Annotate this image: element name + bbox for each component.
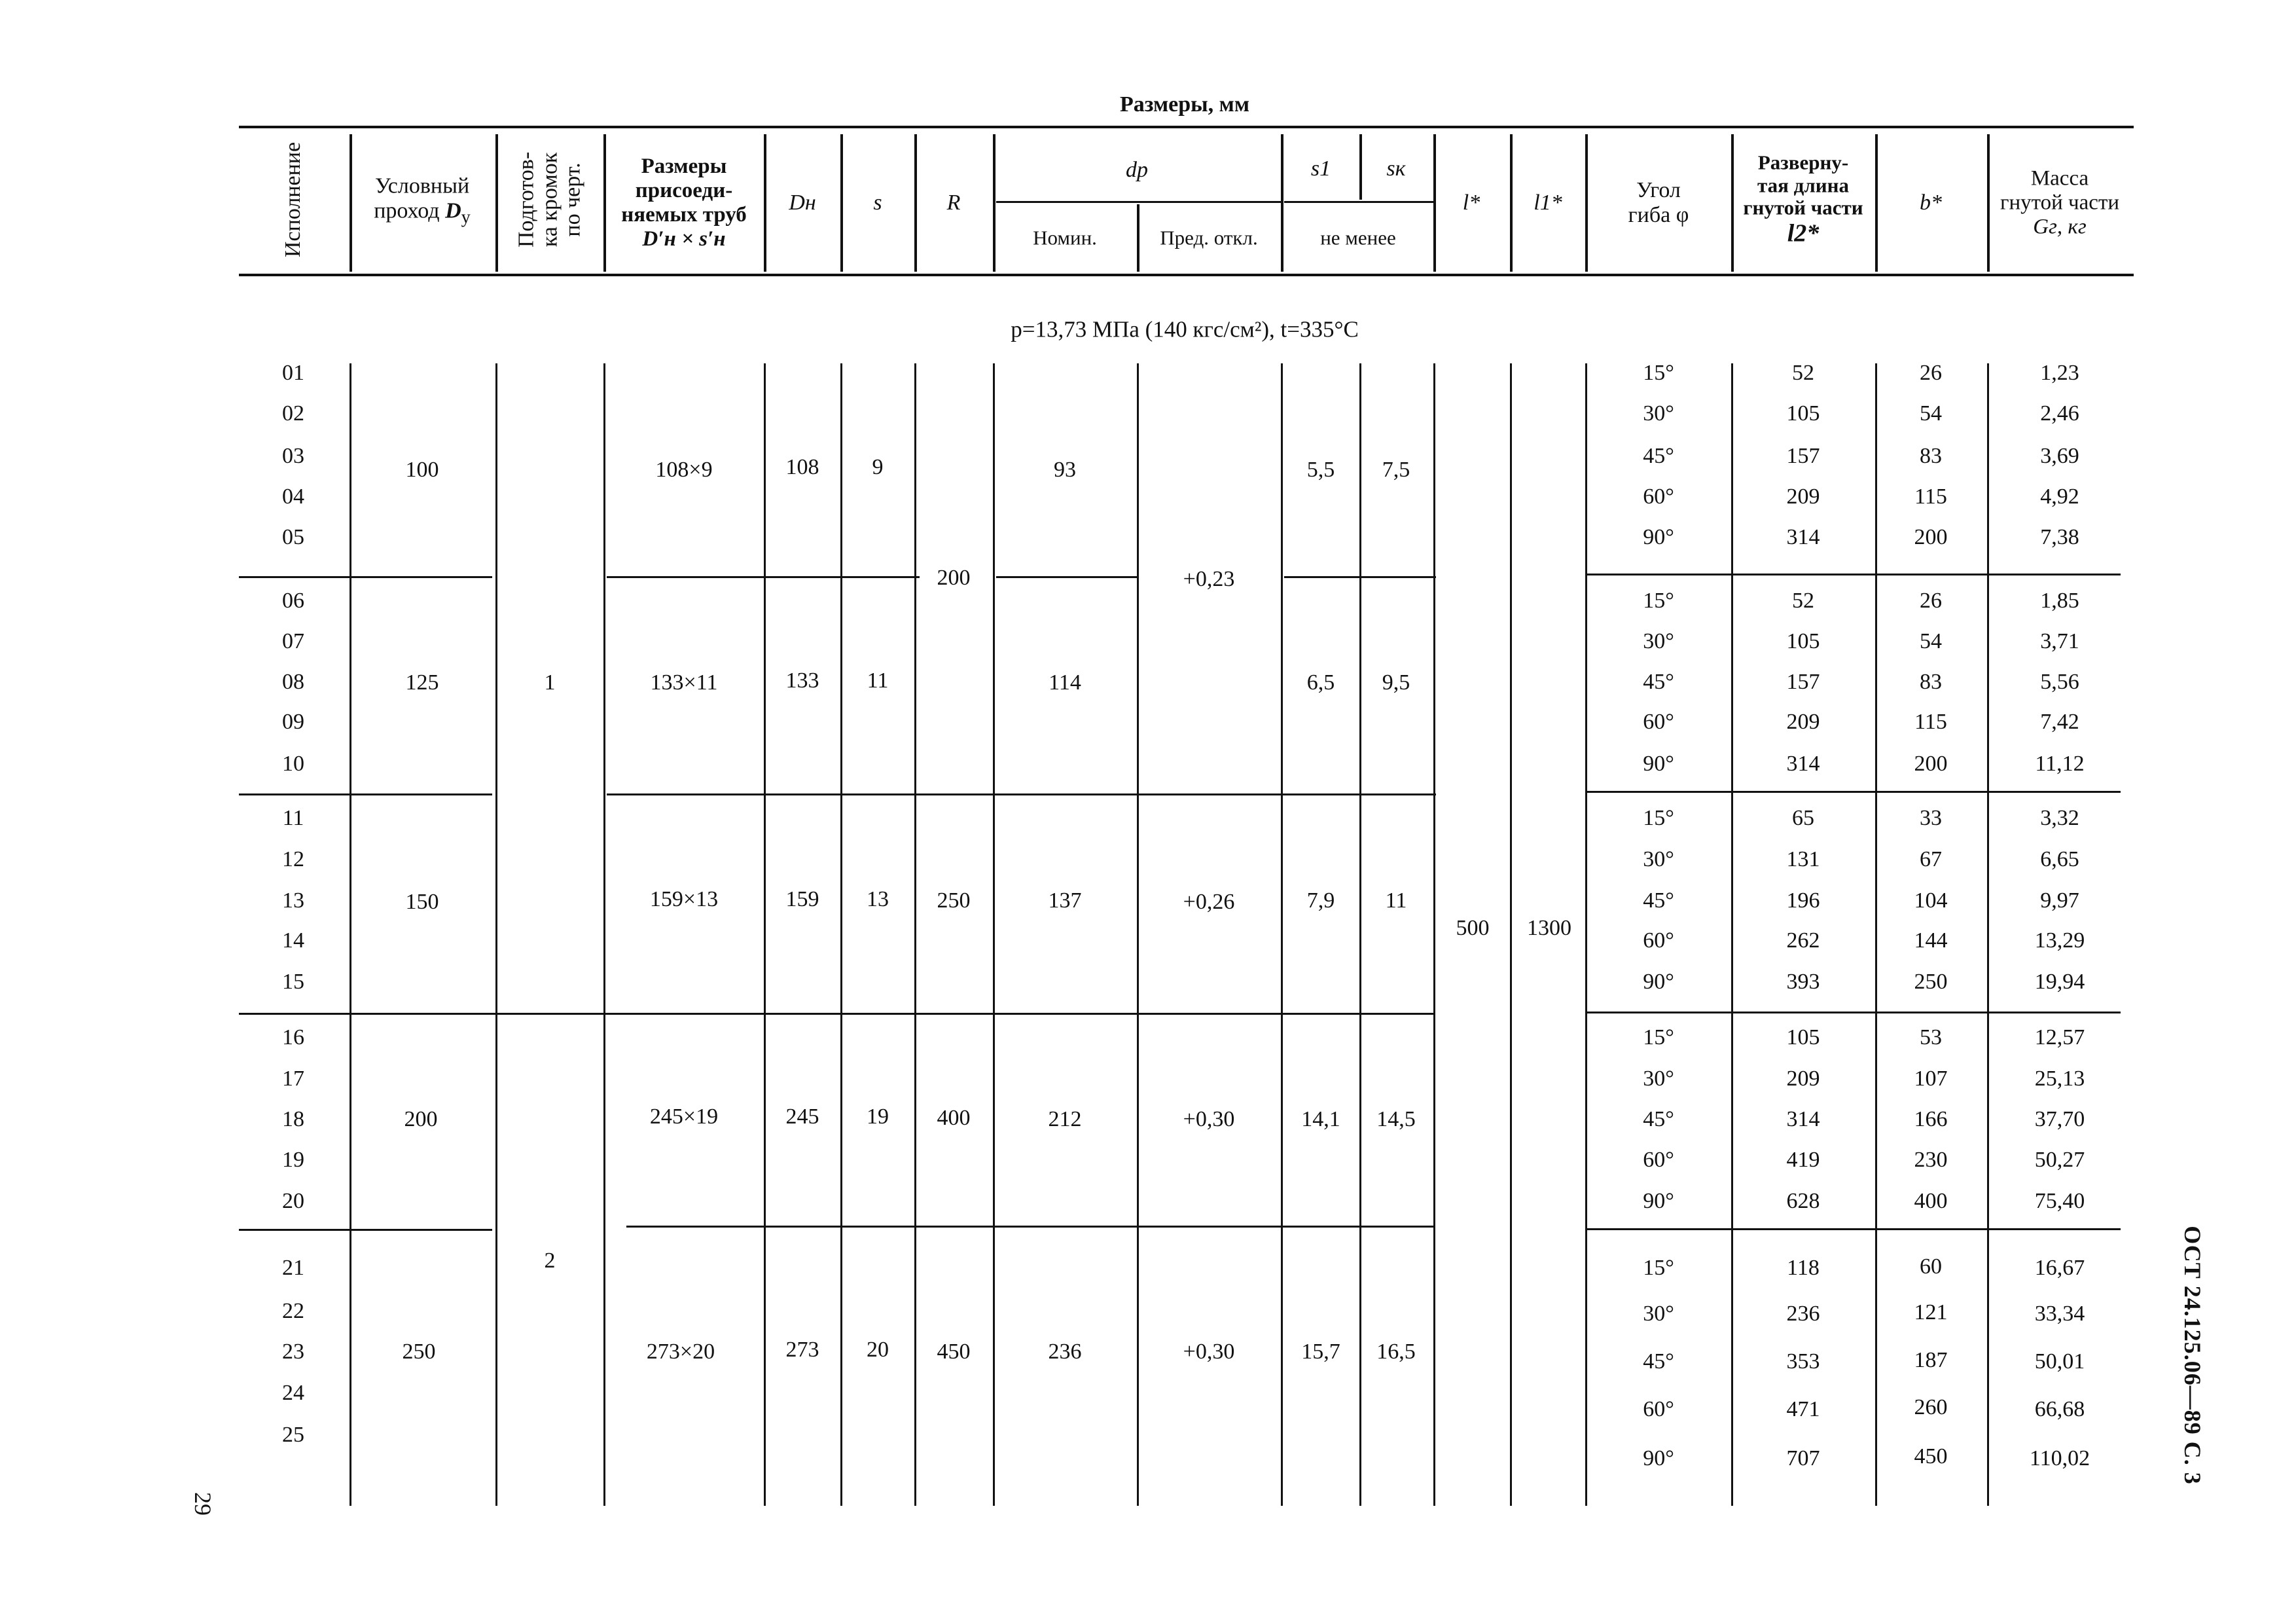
cell-mass: 66,68 (2034, 1397, 2085, 1421)
cell-l2: 105 (1786, 629, 1820, 653)
group-separator (1587, 791, 2121, 793)
header-podgotovka: Подготов- ка кромок по черт. (514, 151, 585, 248)
cell-angle: 30° (1643, 401, 1674, 426)
header-dp: dр (1126, 158, 1148, 182)
s1sk-sub-rule (1284, 201, 1433, 203)
cell-mass: 7,42 (2040, 710, 2079, 734)
cell-l2: 419 (1786, 1148, 1820, 1172)
cell-s: 13 (867, 887, 889, 911)
cell-R: 450 (937, 1340, 971, 1364)
body-divider (495, 363, 497, 1506)
cell-angle: 15° (1643, 1025, 1674, 1049)
cell-mass: 11,12 (2035, 752, 2085, 776)
cell-l2: 353 (1786, 1349, 1820, 1374)
cell-l2: 314 (1786, 1107, 1820, 1131)
cell-mass: 37,70 (2034, 1107, 2085, 1131)
cell-angle: 60° (1643, 1397, 1674, 1421)
cell-dn: 133 (785, 668, 819, 693)
group-separator (1587, 1012, 2121, 1013)
cell-ispolnenie: 09 (282, 710, 304, 734)
header-ugol-giba: Угол гиба φ (1628, 177, 1689, 227)
header-l: l* (1462, 191, 1480, 215)
body-divider (1433, 363, 1435, 1506)
cell-angle: 90° (1643, 1189, 1674, 1213)
cell-ispolnenie: 22 (282, 1299, 304, 1323)
cell-s1: 15,7 (1301, 1340, 1340, 1364)
body-divider (993, 363, 995, 1506)
cell-dn: 108 (785, 455, 819, 479)
cell-b: 200 (1914, 525, 1948, 549)
cell-pipe-size: 133×11 (650, 670, 718, 695)
dp-sub-rule (996, 201, 1281, 203)
header-uslovny-prohod: Условный проход $D_у$ (374, 173, 471, 228)
cell-dp-pred: +0,26 (1183, 890, 1235, 914)
cell-angle: 15° (1643, 1256, 1674, 1280)
header-s: s (873, 191, 882, 215)
cell-angle: 60° (1643, 710, 1674, 734)
cell-mass: 16,67 (2034, 1256, 2085, 1280)
cell-b: 187 (1914, 1348, 1948, 1372)
header-massa: Масса гнутой части Gг, кг (2000, 166, 2120, 239)
cell-b: 54 (1920, 401, 1942, 426)
cell-s1: 6,5 (1306, 670, 1335, 695)
header-dn: Dн (789, 191, 816, 215)
cell-pipe-size: 245×19 (649, 1104, 719, 1129)
body-divider (1585, 363, 1587, 1506)
header-R: R (946, 191, 961, 215)
cell-angle: 30° (1643, 629, 1674, 653)
cell-ispolnenie: 17 (282, 1067, 304, 1091)
header-razmery-truba: Размеры присоеди- няемых труб D′н × s′н (621, 155, 747, 251)
group-separator (626, 1226, 1435, 1228)
cell-ispolnenie: 19 (282, 1148, 304, 1172)
header-ispolnenie: Исполнение (280, 141, 305, 258)
cell-b: 54 (1920, 629, 1942, 653)
group-separator (239, 1013, 1435, 1015)
cell-ispolnenie: 24 (282, 1381, 304, 1405)
cell-ispolnenie: 16 (282, 1025, 304, 1049)
hdr-divider (1359, 134, 1362, 200)
cell-mass: 4,92 (2040, 484, 2079, 509)
cell-b: 450 (1914, 1444, 1948, 1468)
header-ne-menee: не менее (1320, 226, 1396, 249)
cell-l2: 471 (1786, 1397, 1820, 1421)
cell-b: 166 (1914, 1107, 1948, 1131)
document-code: ОСТ 24.125.06—89 С. 3 (2179, 1226, 2206, 1485)
hdr-divider (1433, 134, 1436, 272)
cell-ispolnenie: 18 (282, 1107, 304, 1131)
hdr-divider (350, 134, 352, 272)
cell-l2: 236 (1786, 1302, 1820, 1326)
cell-mass: 25,13 (2034, 1067, 2085, 1091)
cell-l2: 157 (1786, 670, 1820, 694)
cell-angle: 90° (1643, 525, 1674, 549)
page-number: 29 (190, 1492, 216, 1516)
cell-b: 104 (1914, 888, 1948, 913)
cell-ispolnenie: 07 (282, 629, 304, 653)
cell-mass: 3,71 (2040, 629, 2079, 653)
body-divider (350, 363, 351, 1506)
cell-angle: 90° (1643, 1446, 1674, 1470)
cell-l2: 314 (1786, 752, 1820, 776)
cell-b: 33 (1920, 806, 1942, 830)
cell-angle: 15° (1643, 589, 1674, 613)
cell-b: 260 (1914, 1395, 1948, 1419)
cell-dp-nomin: 212 (1048, 1107, 1082, 1131)
cell-pipe-size: 273×20 (646, 1340, 715, 1364)
cell-angle: 15° (1643, 361, 1674, 385)
cell-l2: 209 (1786, 1067, 1820, 1091)
cell-l2: 105 (1786, 401, 1820, 426)
cell-dp-nomin: 93 (1054, 458, 1076, 482)
cell-angle: 45° (1643, 670, 1674, 694)
header-dp-pred: Пред. откл. (1160, 226, 1258, 249)
cell-podgotovka: 2 (544, 1249, 556, 1273)
cell-b: 144 (1914, 928, 1948, 953)
cell-s1: 7,9 (1306, 888, 1335, 913)
cell-ispolnenie: 23 (282, 1340, 304, 1364)
cell-ispolnenie: 05 (282, 525, 304, 549)
cell-s1: 14,1 (1301, 1107, 1340, 1131)
cell-sk: 11 (1385, 888, 1407, 913)
cell-dn: 245 (785, 1104, 819, 1129)
cell-l2: 105 (1786, 1025, 1820, 1049)
body-divider (1987, 363, 1989, 1506)
cell-l2: 196 (1786, 888, 1820, 913)
cell-l2: 131 (1786, 847, 1820, 871)
group-separator (239, 793, 492, 795)
cell-mass: 3,32 (2040, 806, 2079, 830)
group-separator (239, 576, 492, 578)
cell-angle: 90° (1643, 752, 1674, 776)
cell-dp-nomin: 137 (1048, 888, 1082, 913)
cell-b: 121 (1914, 1300, 1948, 1324)
cell-l1: 1300 (1527, 916, 1571, 940)
body-divider (840, 363, 842, 1506)
group-separator (1587, 574, 2121, 575)
hdr-divider (1137, 204, 1139, 272)
cell-dp-nomin: 236 (1048, 1340, 1082, 1364)
body-divider (1510, 363, 1512, 1506)
header-razv-dlina: Разверну- тая длина гнутой части l2* (1743, 151, 1863, 247)
cell-uslovny-prohod: 100 (405, 458, 439, 482)
group-separator (1587, 1228, 2121, 1230)
cell-uslovny-prohod: 125 (405, 670, 439, 695)
cell-ispolnenie: 06 (282, 589, 304, 613)
cell-angle: 90° (1643, 970, 1674, 994)
cell-l2: 314 (1786, 525, 1820, 549)
group-separator (239, 1229, 492, 1231)
cell-l2: 209 (1786, 484, 1820, 509)
cell-s: 11 (867, 668, 889, 693)
cell-mass: 12,57 (2034, 1025, 2085, 1049)
cell-ispolnenie: 03 (282, 444, 304, 468)
body-divider (1359, 363, 1361, 1506)
cell-angle: 45° (1643, 1107, 1674, 1131)
cell-pipe-size: 108×9 (655, 458, 713, 482)
hdr-divider (764, 134, 766, 272)
cell-l2: 52 (1792, 361, 1814, 385)
group-separator (996, 576, 1139, 578)
cell-ispolnenie: 12 (282, 847, 304, 871)
cell-l2: 628 (1786, 1189, 1820, 1213)
cell-ispolnenie: 20 (282, 1189, 304, 1213)
cell-b: 250 (1914, 970, 1948, 994)
cell-l2: 65 (1792, 806, 1814, 830)
cell-R: 250 (937, 888, 971, 913)
hdr-divider (1510, 134, 1513, 272)
cell-mass: 5,56 (2040, 670, 2079, 694)
body-divider (1731, 363, 1733, 1506)
cell-R: 400 (937, 1106, 971, 1130)
hdr-divider (993, 134, 996, 272)
cell-podgotovka: 1 (544, 670, 556, 695)
cell-b: 83 (1920, 444, 1942, 468)
cell-angle: 45° (1643, 444, 1674, 468)
cell-mass: 110,02 (2029, 1446, 2090, 1470)
table-top-rule (239, 126, 2134, 128)
body-divider (1137, 363, 1139, 1506)
cell-mass: 19,94 (2034, 970, 2085, 994)
hdr-divider (1987, 134, 1990, 272)
body-divider (1281, 363, 1283, 1506)
cell-ispolnenie: 11 (282, 806, 304, 830)
cell-b: 115 (1914, 484, 1947, 509)
hdr-divider (1731, 134, 1734, 272)
cell-R: 200 (937, 566, 971, 590)
cell-b: 53 (1920, 1025, 1942, 1049)
body-divider (764, 363, 766, 1506)
cell-mass: 13,29 (2034, 928, 2085, 953)
cell-b: 230 (1914, 1148, 1948, 1172)
cell-dn: 159 (785, 887, 819, 911)
page-title: Размеры, мм (1120, 92, 1249, 117)
group-separator (607, 793, 1436, 795)
cell-ispolnenie: 02 (282, 401, 304, 426)
cell-angle: 45° (1643, 1349, 1674, 1374)
cell-angle: 30° (1643, 847, 1674, 871)
hdr-divider (603, 134, 606, 272)
cell-dp-nomin: 114 (1049, 670, 1081, 695)
hdr-divider (1281, 134, 1283, 272)
cell-l2: 262 (1786, 928, 1820, 953)
header-sk: sк (1386, 156, 1406, 181)
cell-mass: 6,65 (2040, 847, 2079, 871)
cell-mass: 50,01 (2034, 1349, 2085, 1374)
cell-b: 200 (1914, 752, 1948, 776)
cell-l2: 393 (1786, 970, 1820, 994)
cell-sk: 9,5 (1382, 670, 1410, 695)
cell-ispolnenie: 04 (282, 484, 304, 509)
hdr-divider (495, 134, 498, 272)
cell-b: 83 (1920, 670, 1942, 694)
cell-l2: 707 (1786, 1446, 1820, 1470)
cell-b: 115 (1914, 710, 1947, 734)
cell-angle: 15° (1643, 806, 1674, 830)
cell-l2: 118 (1787, 1256, 1820, 1280)
body-divider (603, 363, 605, 1506)
cell-angle: 60° (1643, 484, 1674, 509)
cell-dp-pred: +0,23 (1183, 567, 1235, 591)
cell-dn: 273 (785, 1338, 819, 1362)
cell-uslovny-prohod: 250 (402, 1340, 436, 1364)
table-header-bottom-rule (239, 274, 2134, 276)
cell-ispolnenie: 01 (282, 361, 304, 385)
cell-b: 67 (1920, 847, 1942, 871)
cell-mass: 50,27 (2034, 1148, 2085, 1172)
cell-ispolnenie: 08 (282, 670, 304, 694)
cell-angle: 45° (1643, 888, 1674, 913)
hdr-divider (840, 134, 843, 272)
cell-b: 26 (1920, 589, 1942, 613)
hdr-divider (1585, 134, 1588, 272)
cell-b: 400 (1914, 1189, 1948, 1213)
cell-s: 9 (872, 455, 884, 479)
cell-b: 107 (1914, 1067, 1948, 1091)
group-separator (607, 576, 920, 578)
cell-angle: 30° (1643, 1067, 1674, 1091)
cell-dp-pred: +0,30 (1183, 1107, 1235, 1131)
pressure-condition: p=13,73 МПа (140 кгс/см²), t=335°С (1011, 316, 1359, 342)
cell-dp-pred: +0,30 (1183, 1340, 1235, 1364)
cell-l: 500 (1456, 916, 1490, 940)
cell-pipe-size: 159×13 (649, 887, 719, 911)
cell-l2: 157 (1786, 444, 1820, 468)
cell-sk: 16,5 (1376, 1340, 1416, 1364)
cell-s: 20 (867, 1338, 889, 1362)
header-l1: l1* (1534, 191, 1562, 215)
cell-s1: 5,5 (1306, 458, 1335, 482)
cell-mass: 1,23 (2040, 361, 2079, 385)
cell-ispolnenie: 14 (282, 928, 304, 953)
cell-mass: 2,46 (2040, 401, 2079, 426)
cell-uslovny-prohod: 200 (404, 1107, 438, 1131)
header-b: b* (1920, 191, 1942, 215)
body-divider (1875, 363, 1877, 1506)
cell-uslovny-prohod: 150 (405, 890, 439, 914)
header-dp-nomin: Номин. (1033, 226, 1097, 249)
body-divider (914, 363, 916, 1506)
cell-b: 26 (1920, 361, 1942, 385)
cell-mass: 1,85 (2040, 589, 2079, 613)
cell-mass: 3,69 (2040, 444, 2079, 468)
cell-mass: 9,97 (2040, 888, 2079, 913)
cell-mass: 7,38 (2040, 525, 2079, 549)
cell-ispolnenie: 21 (282, 1256, 304, 1280)
cell-ispolnenie: 13 (282, 888, 304, 913)
cell-s: 19 (867, 1104, 889, 1129)
cell-l2: 209 (1786, 710, 1820, 734)
hdr-divider (914, 134, 917, 272)
header-s1: s1 (1310, 156, 1331, 181)
cell-angle: 60° (1643, 928, 1674, 953)
cell-l2: 52 (1792, 589, 1814, 613)
cell-sk: 14,5 (1376, 1107, 1416, 1131)
cell-angle: 30° (1643, 1302, 1674, 1326)
cell-ispolnenie: 15 (282, 970, 304, 994)
cell-b: 60 (1920, 1254, 1942, 1279)
hdr-divider (1875, 134, 1878, 272)
cell-mass: 33,34 (2034, 1302, 2085, 1326)
cell-sk: 7,5 (1382, 458, 1410, 482)
cell-angle: 60° (1643, 1148, 1674, 1172)
cell-ispolnenie: 25 (282, 1423, 304, 1447)
cell-mass: 75,40 (2034, 1189, 2085, 1213)
cell-ispolnenie: 10 (282, 752, 304, 776)
